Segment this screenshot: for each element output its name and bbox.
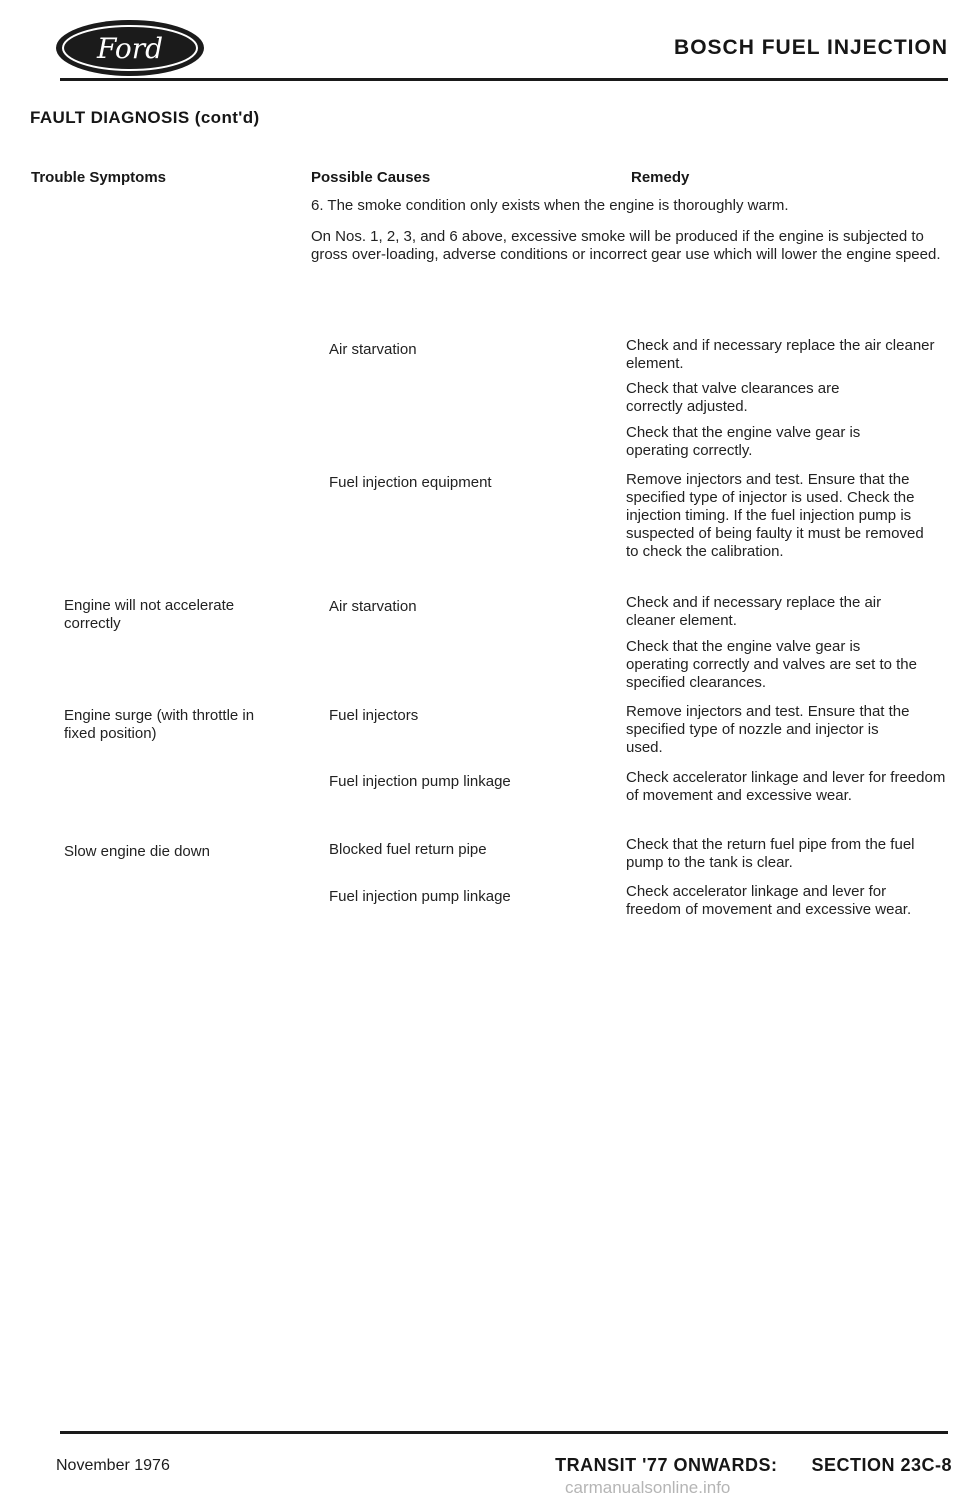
cause-pump-linkage-1: Fuel injection pump linkage xyxy=(329,773,511,790)
footer-section-number: SECTION 23C-8 xyxy=(811,1455,952,1475)
remedy-valve-gear-1: Check that the engine valve gear is operating correctly. xyxy=(626,424,861,459)
page-subtitle: FAULT DIAGNOSIS (cont'd) xyxy=(30,108,260,127)
remedy-remove-injectors-1: Remove injectors and test. Ensure that the specified type of injector is used. Check the injection timing. If the fuel injection pump is suspected of being faulty it must be removed to check the calibration. xyxy=(626,471,924,560)
logo-text: Ford xyxy=(96,32,164,65)
remedy-replace-air-cleaner-2: Check and if necessary replace the air cleaner element. xyxy=(626,594,882,629)
footer-rule xyxy=(60,1431,948,1434)
intro-item-6: 6. The smoke condition only exists when the engine is thoroughly warm. xyxy=(311,197,789,214)
col-head-causes: Possible Causes xyxy=(311,169,431,186)
footer-model: TRANSIT '77 ONWARDS: xyxy=(555,1455,778,1475)
footer-date: November 1976 xyxy=(56,1457,170,1474)
remedy-accelerator-linkage-1: Check accelerator linkage and lever for freedom of movement and excessive wear. xyxy=(626,769,946,804)
remedy-accelerator-linkage-2: Check accelerator linkage and lever for freedom of movement and excessive wear. xyxy=(626,883,912,918)
col-head-remedy: Remedy xyxy=(631,169,690,186)
header-rule xyxy=(60,78,948,81)
ford-logo xyxy=(54,18,206,78)
symptom-not-accelerate: Engine will not accelerate correctly xyxy=(64,597,235,632)
header-title: BOSCH FUEL INJECTION xyxy=(674,36,948,59)
footer-section xyxy=(480,1455,952,1476)
symptom-engine-surge: Engine surge (with throttle in fixed position) xyxy=(64,707,255,742)
cause-pump-linkage-2: Fuel injection pump linkage xyxy=(329,888,511,905)
cause-blocked-return-pipe: Blocked fuel return pipe xyxy=(329,841,487,858)
col-head-symptoms: Trouble Symptoms xyxy=(31,169,167,186)
symptom-slow-die-down: Slow engine die down xyxy=(64,843,210,860)
cause-air-starvation-1: Air starvation xyxy=(329,341,417,358)
remedy-return-fuel-pipe: Check that the return fuel pipe from the fuel pump to the tank is clear. xyxy=(626,836,915,871)
watermark: carmanualsonline.info xyxy=(565,1478,731,1497)
remedy-remove-injectors-2: Remove injectors and test. Ensure that the specified type of nozzle and injector is used. xyxy=(626,703,910,756)
cause-fuel-injection-equipment: Fuel injection equipment xyxy=(329,474,492,491)
remedy-valve-gear-2: Check that the engine valve gear is operating correctly and valves are set to the specified clearances. xyxy=(626,638,917,691)
cause-fuel-injectors: Fuel injectors xyxy=(329,707,419,724)
cause-air-starvation-2: Air starvation xyxy=(329,598,417,615)
intro-note: On Nos. 1, 2, 3, and 6 above, excessive smoke will be produced if the engine is subjected to gross over-loading, adverse conditions or incorrect gear use which will lower the engine speed. xyxy=(311,228,941,263)
remedy-valve-clearances: Check that valve clearances are correctly adjusted. xyxy=(626,380,840,415)
remedy-replace-air-cleaner-1: Check and if necessary replace the air cleaner element. xyxy=(626,337,935,372)
